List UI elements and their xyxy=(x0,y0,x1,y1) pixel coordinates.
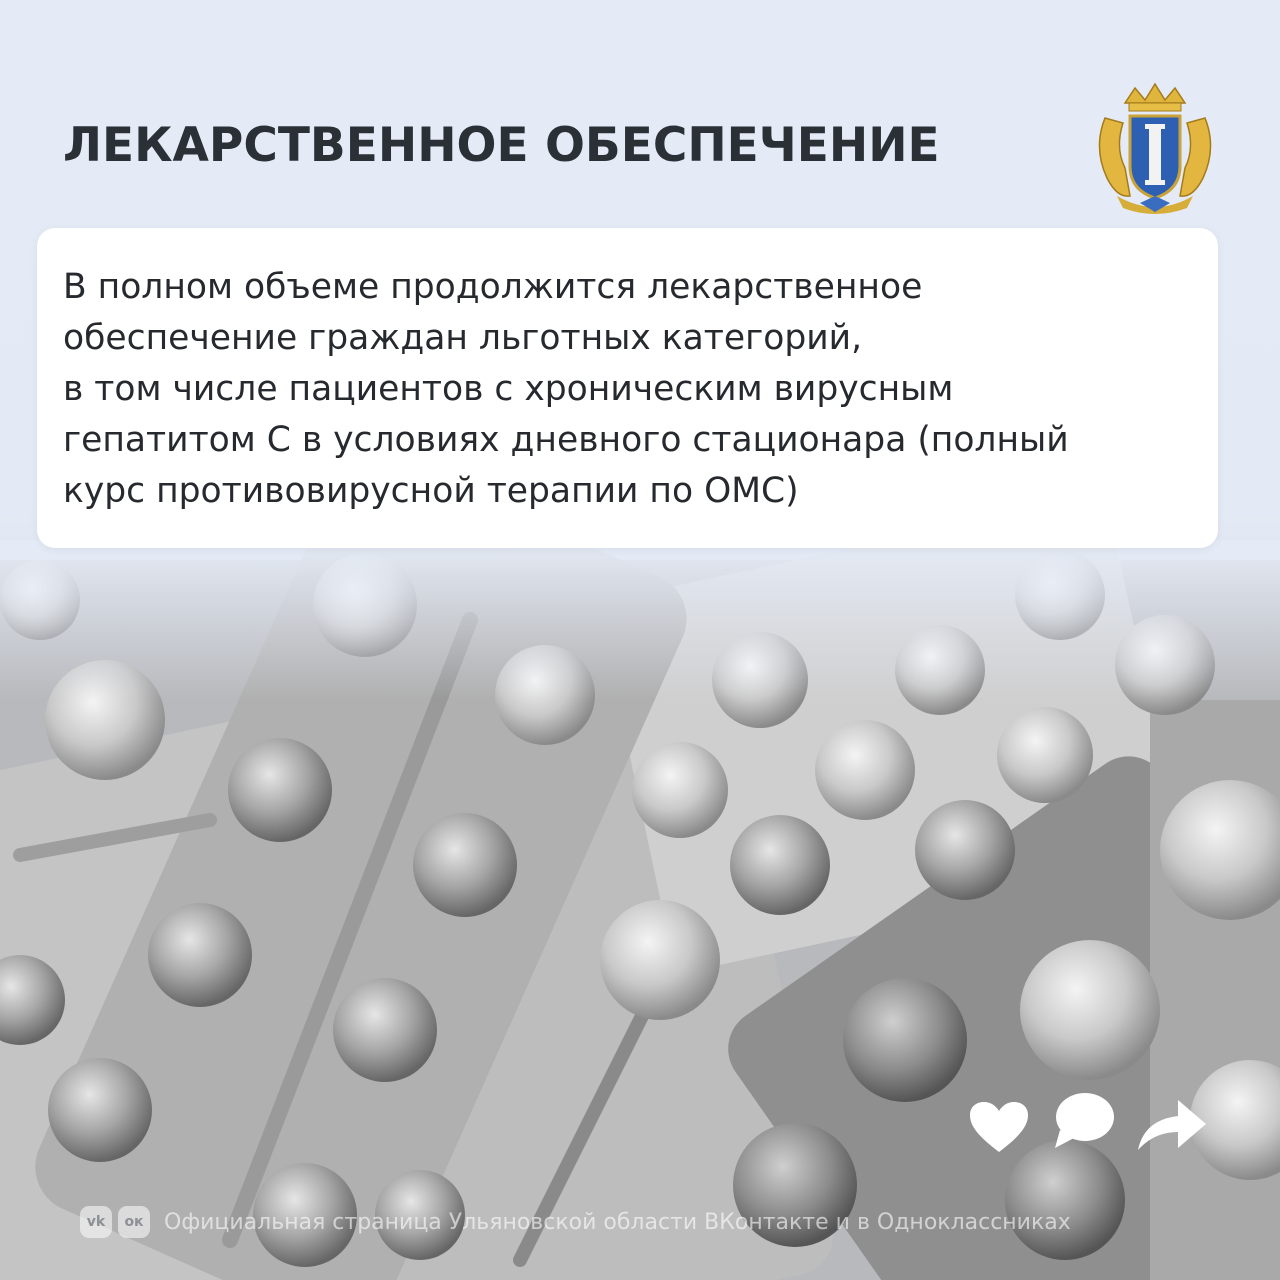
vk-icon[interactable]: vk xyxy=(80,1206,112,1238)
page-title: ЛЕКАРСТВЕННОЕ ОБЕСПЕЧЕНИЕ xyxy=(63,118,940,173)
odnoklassniki-icon[interactable]: ок xyxy=(118,1206,150,1238)
share-icon[interactable] xyxy=(1134,1094,1210,1152)
info-text-line: в том числе пациентов с хроническим вирусным xyxy=(63,369,954,409)
info-card xyxy=(37,228,1218,548)
post-actions xyxy=(968,1088,1218,1158)
comment-icon[interactable] xyxy=(1052,1090,1116,1152)
info-text-line: В полном объеме продолжится лекарственное xyxy=(63,267,923,307)
footer xyxy=(80,1205,1071,1239)
footer-text: Официальная страница Ульяновской области ВКонтакте и в Одноклассниках xyxy=(164,1209,1071,1235)
coat-of-arms-icon xyxy=(1085,78,1225,218)
info-text-line: гепатитом С в условиях дневного стационара (полный xyxy=(63,420,1069,460)
info-text-line: курс противовирусной терапии по ОМС) xyxy=(63,471,799,511)
heart-icon[interactable] xyxy=(968,1100,1030,1154)
info-text xyxy=(63,262,1193,517)
info-text-line: обеспечение граждан льготных категорий, xyxy=(63,318,863,358)
